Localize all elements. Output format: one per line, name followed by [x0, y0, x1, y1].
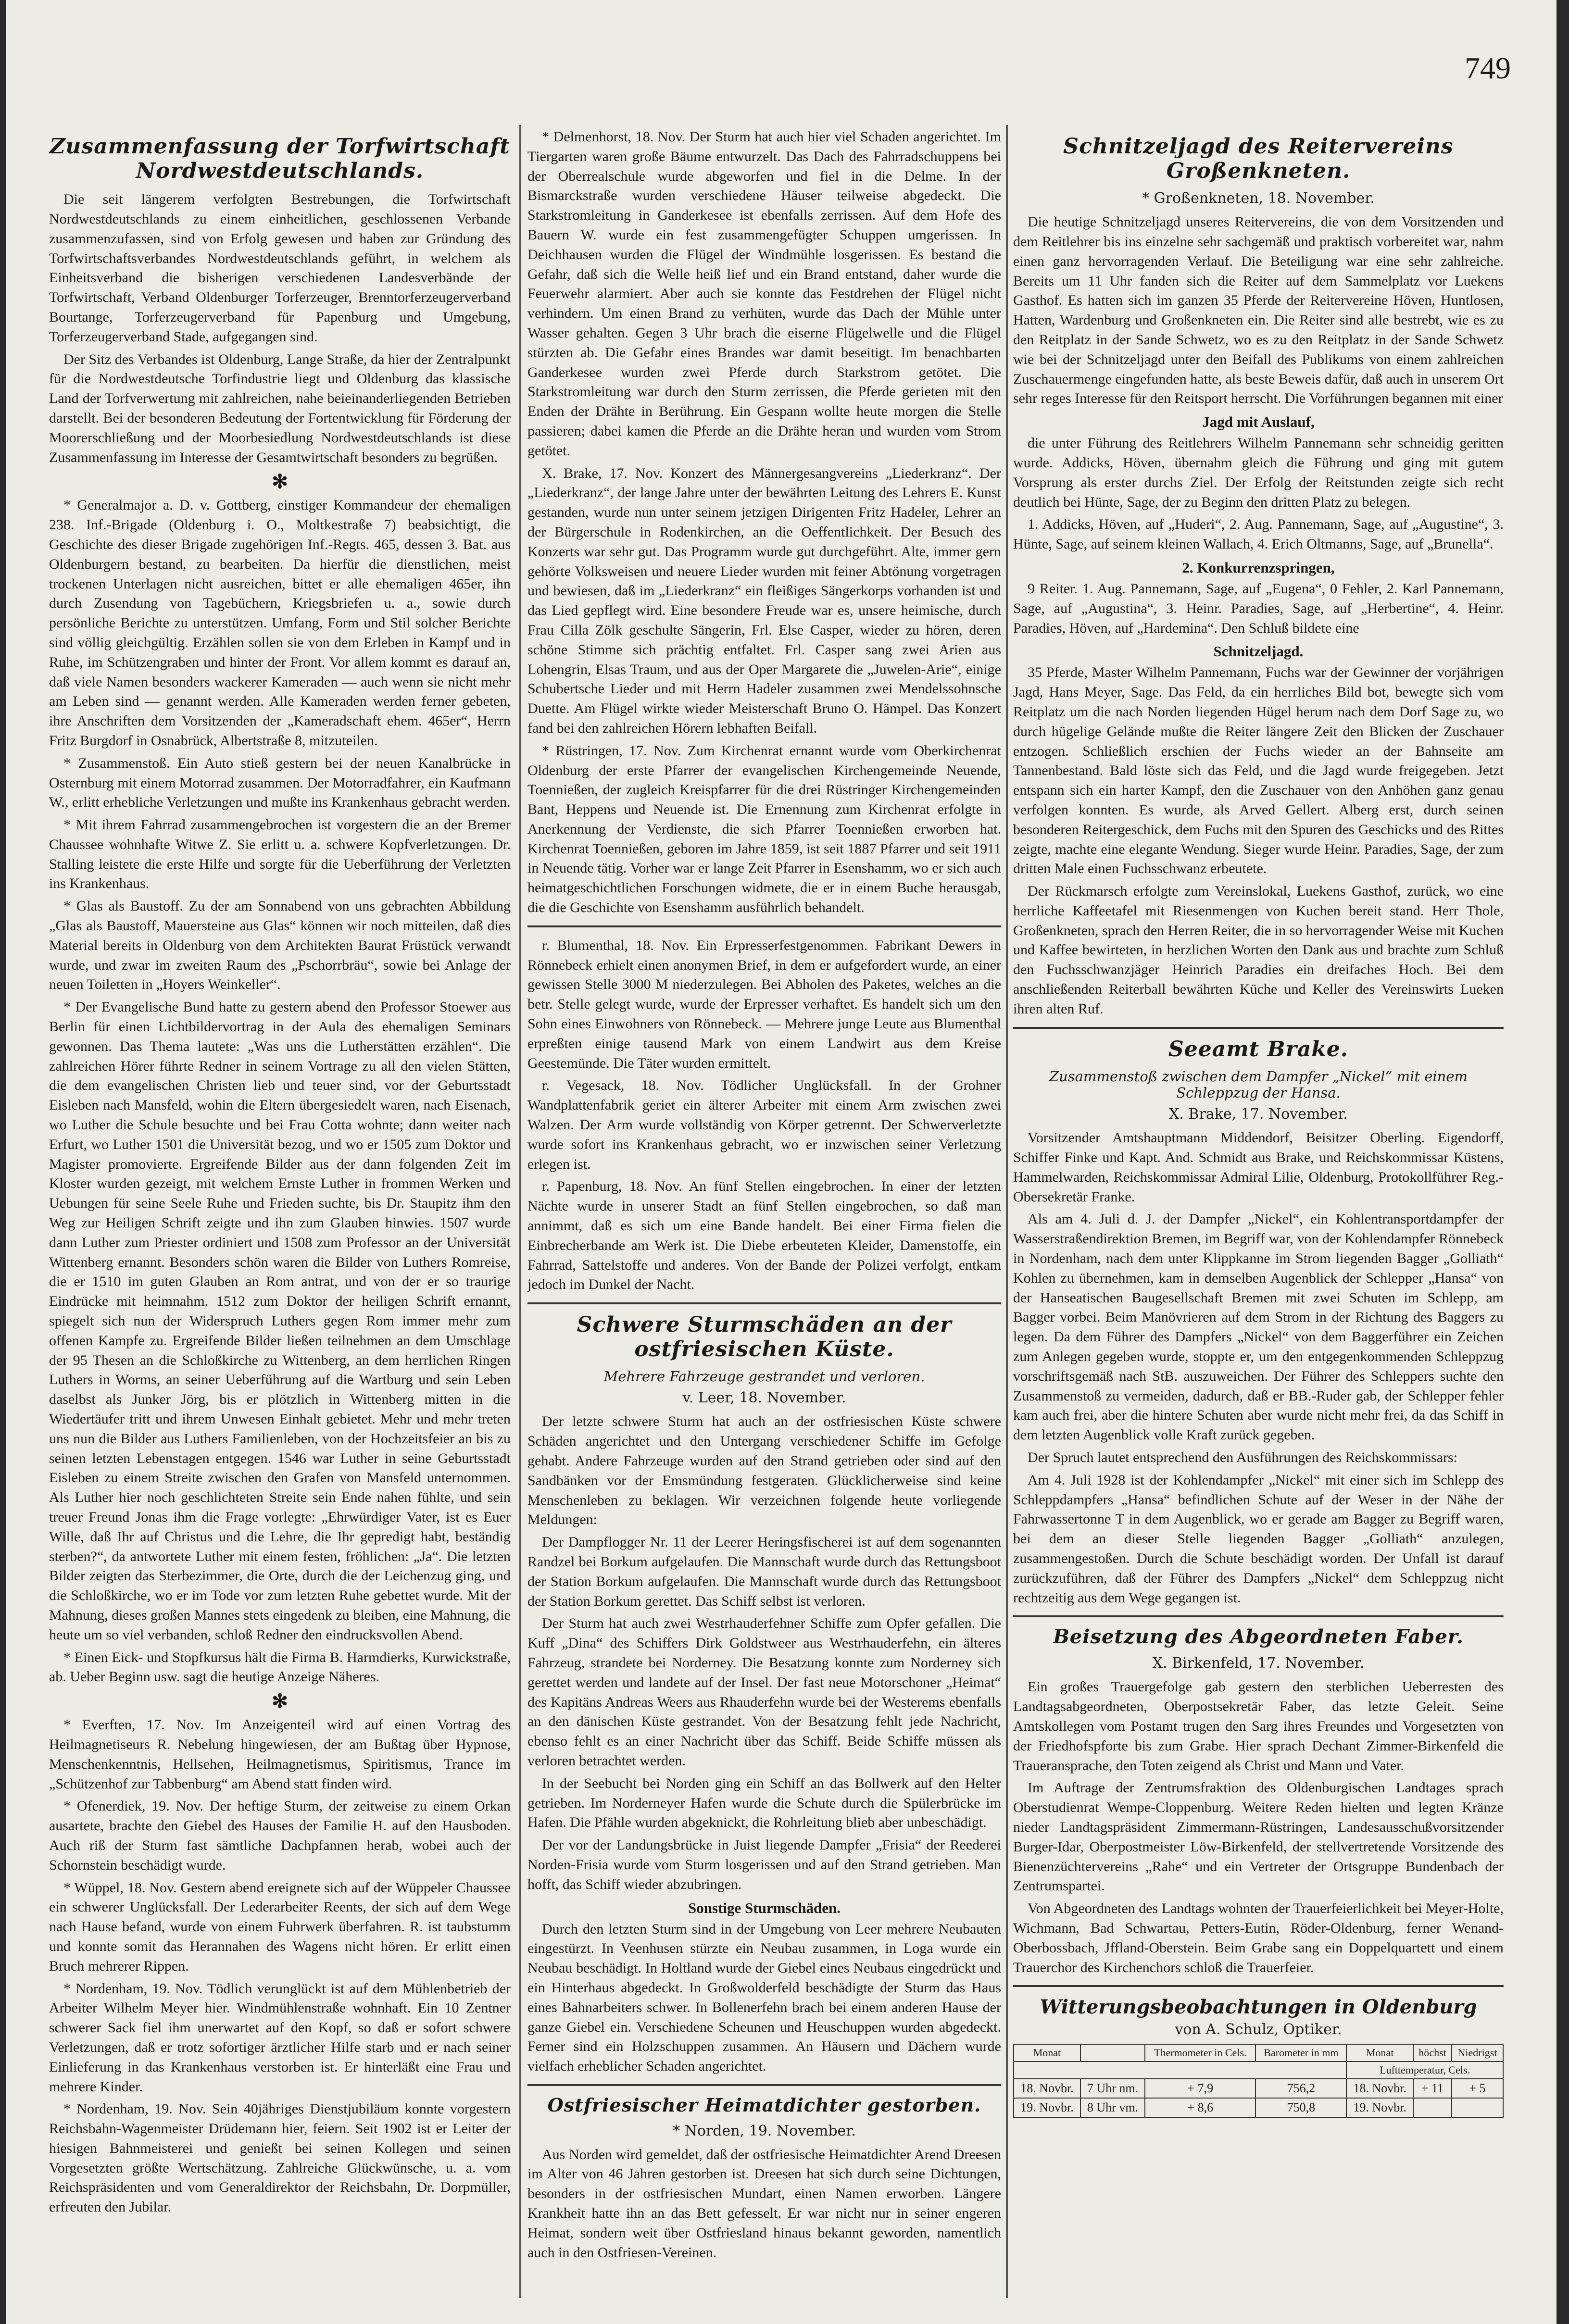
article-paragraph: * Der Evangelische Bund hatte zu gestern abend den Professor Stoewer aus Berlin für einen Lichtbildervortrag in der Aula des ehemaligen Seminars gewonnen. Das Thema lautete: „Was uns die Lutherstätten erzählen“. Die zahlreichen Hörer führte Redner in seinem Vortrage zu all den vielen Stätten, die dem evangelischen Christen lieb und teuer sind, vor der Geburtsstadt Eisleben nach Mansfeld, wohin die Eltern übergesiedelt waren, nach Eisenach, wo Luther die Schule besuchte und bei Frau Cotta wohnte; dann weiter nach Erfurt, wo Luther 1501 die Universität bezog, und wo er 1505 zum Doktor und Magister promovierte. Ergreifende Bilder aus der dann folgenden Zeit im Kloster wurden gezeigt, mit welchem Ernste Luther in frommen Werken und Uebungen für seine Seele Ruhe und Frieden suchte, bis Dr. Staupitz ihm den Weg zur Heiligen Schrift zeigte und ihn zum Glauben hinwies. 1507 wurde dann Luther zum Priester ordiniert und 1508 zum Professor an der Universität Wittenberg ernannt. Besonders schön waren die Bilder von Luthers Romreise, die er 1510 im guten Glauben an Rom antrat, und von der er so traurige Eindrücke mit heimnahm. 1512 zum Doktor der heiligen Schrift ernannt, spiegelt sich nun der Widerspruch Luthers gegen Rom immer mehr zum offenen Kampfe zu. Ergreifende Bilder ließen teilnehmen an dem Umschlage der 95 Thesen an die Schloßkirche zu Wittenberg, an dem herrlichen Ringen Luthers in Worms, an seiner Ueberführung auf die Wartburg und sein Leben daselbst als Junker Jörg, bis er plötzlich in Wittenberg mitten in die Wiedertäufer tritt und ihrem Unwesen Einhalt gebietet. Mehr und mehr treten uns nun die Bilder aus Luthers Familienleben, von der Hochzeitsfeier an bis zu seinen letzten Lebenstagen entgegen. 1546 war Luther in seine Geburtsstadt Eisleben zu einem Streite zwischen den Grafen von Mansfeld unternommen. Als Luther hier noch geschlichteten Streite sein Ende nahen fühlte, und sein treuer Freund Jonas ihm die Frage vorlegte: „Ehrwürdiger Vater, ist es Euer Wille, daß Ihr auf Christus und die Lehre, die Ihr gepredigt habt, beständig sterben?“, da antwortete Luther mit einem festen, fröhlichen: „Ja“. Die letzten Bilder zeigten das Sterbezimmer, die Orte, durch die der Leichenzug ging, und die Schloßkirche, wo er im Tode vor zum letzten Ruhe gebettet wurde. Mit der Mahnung, dieses großen Mannes stets eingedenk zu bleiben, eine Mahnung, die heute um so viel verbanden, schloß Redner den eindrucksvollen Abend. [49, 999, 511, 1643]
article-paragraph: * Mit ihrem Fahrrad zusammengebrochen ist vorgestern die an der Bremer Chaussee wohnhafte Witwe Z. Sie erlitt u. a. schwere Kopfverletzungen. Dr. Stalling leistete die erste Hilfe und sorgte für die Ueberführung der Verletzten ins Krankenhaus. [49, 817, 511, 892]
weather-header-spacer [1014, 2062, 1346, 2079]
article-paragraph: * Generalmajor a. D. v. Gottberg, einstiger Kommandeur der ehemaligen 238. Inf.-Brigade (Oldenburg i. O., Moltkestraße 7) beabsichtigt, die Geschichte des dieser Brigade zugehörigen Inf.-Regts. 465, dessen 3. Bat. aus Oldenburgern bestand, zu bearbeiten. Da hierfür die dienstlichen, meist trockenen Unterlagen nicht ausreichen, bittet er alle ehemaligen 465er, ihn durch Zusendung von Tagebüchern, Kriegsbriefen u. a., sowie durch persönliche Berichte zu unterstützen. Umfang, Form und Stil solcher Berichte sind völlig gleichgültig. Erzählen sollen sie von dem Erleben in Kampf und in Ruhe, im Schützengraben und hinter der Front. Vor allem kommt es darauf an, daß viele Namen besonders wackerer Kameraden — auch wenn sie nicht mehr am Leben sind — genannt werden. Alle Kameraden werden ferner gebeten, ihre Anschriften dem Vorsitzenden der „Kameradschaft ehem. 465er“, Herrn Fritz Burgdorf in Osnabrück, Albertstraße 8, mitzuteilen. [49, 497, 511, 749]
weather-header-cell: Monat [1346, 2044, 1413, 2062]
section-subhead: Schnitzeljagd. [1213, 643, 1304, 660]
table-cell: 19. Novbr. [1014, 2098, 1080, 2117]
article-paragraph: * Ofenerdiek, 19. Nov. Der heftige Sturm, der zeitweise zu einem Orkan ausartete, brachte den Giebel des Hauses der Familie H. auf den Hausboden. Auch riß der Sturm fast sämtliche Dachpfannen herab, wobei auch der Schornstein beschädigt wurde. [49, 1798, 511, 1873]
table-cell: + 8,6 [1145, 2098, 1255, 2117]
article-headline: Ostfriesischer Heimatdichter gestorben. [547, 2094, 981, 2116]
article-headline: Zusammenfassung der Torfwirtschaft Nordwestdeutschlands. [50, 135, 510, 183]
article-paragraph: * Wüppel, 18. Nov. Gestern abend ereignete sich auf der Wüppeler Chaussee ein schwerer Unglücksfall. Der Lederarbeiter Reents, der sich auf dem Wege nach Hause befand, wurde von einem Fuhrwerk überfahren. R. ist taubstumm und konnte somit das Herannahen des Wagens nicht hören. Er erlitt einen Bruch mehrerer Rippen. [49, 1879, 511, 1974]
table-cell: + 5 [1452, 2079, 1503, 2098]
article-paragraph: * Delmenhorst, 18. Nov. Der Sturm hat auch hier viel Schaden angerichtet. Im Tiergarten waren große Bäume entwurzelt. Das Dach des Fahrradschuppens bei der Oberrealschule wurde abgeworfen und fiel in die Delme. In der Bismarckstraße wurden verschiedene Häuser teilweise abgedeckt. Die Starkstromleitung in Ganderkesee ist ebenfalls zerrissen. Auf dem Hofe des Bauern W. wurde ein fest zusammengefügter Schuppen umgerissen. In Deichhausen wurden die Flügel der Windmühle losgerissen. Es bestand die Gefahr, daß sich die Welle heiß lief und ein Brand entstand, daher wurde die Feuerwehr alarmiert. Aber auch sie konnte das Festdrehen der Flügel nicht verhindern. Um einen Brand zu verhüten, wurde das Dach der Mühle unter Wasser gehalten. Gegen 3 Uhr brach die eiserne Flügelwelle und die Flügel stürzten ab. Die Gefahr eines Brandes war damit beseitigt. Im benachbarten Ganderkesee wurden zwei Pferde durch Starkstrom getötet. Die Starkstromleitung war durch den Sturm zerrissen, die Pferde gerieten mit den Enden der Drähte in Berührung. Ein Gespann wollte heute morgen die Stelle passieren; dabei kamen die Pferde an die Drähte heran und wurden vom Strom getötet. [527, 129, 1001, 459]
article-paragraph: r. Blumenthal, 18. Nov. Ein Erpresserfestgenommen. Fabrikant Dewers in Rönnebeck erhielt einen anonymen Brief, in dem er aufgefordert wurde, an einer gewissen Stelle 3000 M niederzulegen. Bei Abholen des Paketes, welches an die betr. Stelle gelegt wurde, wurde der Erpresser verhaftet. Es handelt sich um den Sohn eines Einwohners von Rönnebeck. — Mehrere junge Leute aus Blumenthal erpreßten einige tausend Mark von einem Landwirt aus dem Kreise Geestemünde. Die Täter wurden ermittelt. [527, 937, 1001, 1071]
weather-header-cell [1080, 2044, 1145, 2062]
separator-asterisk: ✻ [272, 1690, 288, 1713]
article-dateline: X. Birkenfeld, 17. November. [1152, 1655, 1365, 1672]
article-paragraph: * Glas als Baustoff. Zu der am Sonnabend von uns gebrachten Abbildung „Glas als Baustoff, Mauersteine aus Glas“ können wir noch mitteilen, daß dies Material bereits in Oldenburg von dem Architekten Baurat Früstück verwandt wurde, und zwar im zweiten Raum des „Pschorrbräu“, sowie bei Anlage der neuen Toiletten in „Hoyers Weinkeller“. [49, 898, 511, 993]
article-paragraph: * Nordenham, 19. Nov. Sein 40jähriges Dienstjubiläum konnte vorgestern Reichsbahn-Wagenmeister Drüdemann hier, feiern. Seit 1902 ist er Leiter der hiesigen Bahnmeisterei und genießt bei seinen Kollegen und seinen Vorgesetzten größte Wertschätzung. Zahlreiche Glückwünsche, u. a. vom Reichspräsidenten und vom Generaldirektor der Reichsbahn, Dr. Dorpmüller, erfreuten den Jubilar. [49, 2101, 511, 2215]
article-paragraph: 9 Reiter. 1. Aug. Pannemann, Sage, auf „Eugena“, 0 Fehler, 2. Karl Pannemann, Sage, auf „Augustina“, 3. Heinr. Paradies, Sage, auf „Herbertine“, 4. Heinr. Paradies, Höven, auf „Hardemina“. Den Schluß bildete eine [1013, 580, 1504, 636]
weather-header-cell: höchst [1413, 2044, 1452, 2062]
weather-header-cell: Monat [1014, 2044, 1080, 2062]
section-rule [1013, 1985, 1504, 1987]
table-cell: 18. Novbr. [1014, 2079, 1080, 2098]
weather-header-cell: Niedrigst [1452, 2044, 1503, 2062]
weather-table [1013, 2044, 1504, 2118]
table-cell: 7 Uhr nm. [1080, 2079, 1145, 2098]
article-paragraph: X. Brake, 17. Nov. Konzert des Männergesangvereins „Liederkranz“. Der „Liederkranz“, der lange Jahre unter der bewährten Leitung des Lehrers E. Kunst gestanden, wurde nun unter seinem jetzigen Dirigenten Fritz Hadeler, Lehrer an der Bürgerschule in Rodenkirchen, an die Oeffentlichkeit. Der Besuch des Konzerts war sehr gut. Das Programm wurde gut durchgeführt. Alte, immer gern gehörte Volksweisen und neuere Lieder wurden mit feiner Abtönung vorgetragen und bewiesen, daß im „Liederkranz“ ein fleißiges Sängerkorps vorhanden ist und das Lied gepflegt wird. Eine besondere Freude war es, unsere heimische, durch Frau Cilla Zölk geschulte Sängerin, Frl. Else Casper, wieder zu hören, deren schöne Stimme sich prächtig entfaltet. Frl. Casper sang zwei Arien aus Lohengrin, Elsas Traum, und aus der Oper Margarete die „Juwelen-Arie“, einige Schubertsche Lieder und mit Herrn Hadeler zusammen zwei Mendelssohnsche Duette. Am Flügel wirkte wieder Meisterschaft Bruno O. Hämpel. Das Konzert fand bei den zahlreichen Hörern lebhaften Beifall. [527, 465, 1001, 736]
article-paragraph: Der Sturm hat auch zwei Westrhauderfehner Schiffe zum Opfer gefallen. Die Kuff „Dina“ des Schiffers Dirk Goldstweer aus Westrhauderfehn, ein älteres Fahrzeug, strandete bei Norderney. Die Besatzung konnte zum Norderney sich gerettet werden und landete auf der Insel. Der fast neue Motorschoner „Heimat“ des Kapitäns Andreas Weers aus Rhauderfehn wurde bei der Westerems ebenfalls an den dänischen Küste gestrandet. Von der Besatzung fehlt jede Nachricht, ebenso fehlt es an einer Nachricht über das Schiff. Beide Schiffe müssen als verloren betrachtet werden. [527, 1615, 1001, 1769]
article-headline: Seeamt Brake. [1168, 1037, 1349, 1062]
article-paragraph: Von Abgeordneten des Landtags wohnten der Trauerfeierlichkeit bei Meyer-Holte, Wichmann, Bad Schwartau, Petters-Eutin, Röder-Oldenburg, ferner Wenand-Oberbossbach, Jffland-Oberstein. Beim Grabe sang ein Doppelquartett und einem Trauerchor des Kirchenchors schloß die Trauerfeier. [1013, 1900, 1504, 1975]
article-paragraph: Ein großes Trauergefolge gab gestern den sterblichen Ueberresten des Landtagsabgeordneten, Oberpostsekretär Faber, das letzte Geleit. Seine Amtskollegen vom Postamt trugen den Sarg ihres Freundes und Vorgesetzten von der Friedhofspforte bis zum Grabe. Hier sprach Dechant Zimmer-Birkenfeld die Traueransprache, den Toten zeigend als Christ und Mann und Vater. [1013, 1679, 1504, 1774]
weather-header-row [1014, 2044, 1503, 2062]
article-paragraph: Im Auftrage der Zentrumsfraktion des Oldenburgischen Landtages sprach Oberstudienrat Wempe-Cloppenburg. Weitere Reden hielten und legten Kränze nieder Landtagspräsident Zimmermann-Rüstringen, Landesausschußvorsitzender Burger-Idar, Oberpostmeister Löw-Birkenfeld, der stellvertretende Vorsitzende des Bienenzüchtervereins „Rahe“ und ein Vertreter der Ortsgruppe Bundenbach der Zentrumspartei. [1013, 1780, 1504, 1894]
article-subheadline: Zusammenstoß zwischen dem Dampfer „Nickel“ mit einem Schleppzug der Hansa. [1049, 1068, 1468, 1101]
section-rule [527, 1302, 1001, 1304]
article-paragraph: r. Papenburg, 18. Nov. An fünf Stellen eingebrochen. In einer der letzten Nächte wurde in unserer Stadt an fünf Stellen eingebrochen, so daß man annimmt, daß es sich um eine Bande handelt. Bei einer Firma fielen die Einbrecherbande am Werk ist. Die Diebe erbeuteten Kleider, Damenstoffe, ein Fahrrad, Sattelstoffe und anderes. Von der Bande der Polizei verfolgt, entkam jedoch im Dunkel der Nacht. [527, 1178, 1001, 1293]
article-paragraph: Der Rückmarsch erfolgte zum Vereinslokal, Luekens Gasthof, zurück, wo eine herrliche Kaffeetafel mit Riesenmengen von Kuchen bereit stand. Herr Thole, Großenkneten, sprach den Herren Reiter, die in so hervorragender Weise mit Kuchen und Kaffee bewirteten, in herzlichen Worten den Dank aus und brachte zum Schluß den Fuchsschwanzjäger Heinrich Paradies ein dreifaches Hoch. Bei dem anschließenden Reiterball bewährten Küche und Keller des Vereinswirts Lueken ihren alten Ruf. [1013, 883, 1504, 1017]
article-paragraph: Der Dampflogger Nr. 11 der Leerer Heringsfischerei ist auf dem sogenannten Randzel bei Borkum aufgelaufen. Die Mannschaft wurde durch das Rettungsboot der Station Borkum aufgelaufen. Die Mannschaft wurde durch das Rettungsboot der Station Borkum gerettet. Das Schiff selbst ist verloren. [527, 1534, 1001, 1609]
column-divider [1006, 125, 1008, 2298]
table-cell [1452, 2098, 1503, 2117]
table-cell: + 7,9 [1145, 2079, 1255, 2098]
section-subhead: Sonstige Sturmschäden. [688, 1899, 841, 1916]
column-3 [1013, 135, 1504, 2308]
article-paragraph: Die seit längerem verfolgten Bestrebungen, die Torfwirtschaft Nordwestdeutschlands zu einem einheitlichen, geschlossenen Verbande zusammenzufassen, sind von Erfolg gewesen und haben zur Gründung des Torfwirtschaftsverbandes Nordwestdeutschlands geführt, in welchem als Einheitsverband die bisherigen verschiedenen Landesverbände der Torfwirtschaft, Verband Oldenburger Torferzeuger, Brenntorferzeugerverband Bourtange, Torferzeugerverband für Papenburg und Umgebung, Torferzeugerverband Stade, aufgegangen sind. [49, 191, 511, 345]
weather-box-title: Witterungsbeobachtungen in Oldenburg [1040, 1996, 1477, 2019]
section-rule [527, 925, 1001, 927]
article-paragraph: * Everften, 17. Nov. Im Anzeigenteil wird auf einen Vortrag des Heilmagnetiseurs R. Nebelung hingewiesen, der am Bußtag über Hypnose, Menschenkenntnis, Hellsehen, Heilmagnetismus, Spiritismus, Trance im „Schützenhof zur Tabbenburg“ am Abend statt finden wird. [49, 1717, 511, 1792]
table-cell: 756,2 [1255, 2079, 1346, 2098]
article-headline: Schnitzeljagd des Reitervereins Großenkneten. [1063, 135, 1454, 183]
article-headline: Schwere Sturmschäden an der ostfriesischen Küste. [577, 1312, 952, 1362]
article-paragraph: die unter Führung des Reitlehrers Wilhelm Pannemann sehr schneidig geritten wurde. Addicks, Höven, übernahm gleich die Führung und ging mit gutem Vorsprung als erster durchs Ziel. Der Erfolg der Reitstunden zeigte sich recht deutlich bei Hünte, Sage, der zu Beginn den dritten Platz zu belegen. [1013, 435, 1504, 510]
article-paragraph: r. Vegesack, 18. Nov. Tödlicher Unglücksfall. In der Grohner Wandplattenfabrik geriet ein älterer Arbeiter mit einem Arm zwischen zwei Walzen. Der Arm wurde vollständig von Körper getrennt. Der Schwerverletzte wurde sofort ins Krankenhaus gebracht, wo er inzwischen seiner Verletzung erlegen ist. [527, 1077, 1001, 1172]
newspaper-page [6, 0, 1556, 2324]
article-subheadline: Mehrere Fahrzeuge gestrandet und verloren. [603, 1368, 925, 1385]
article-paragraph: 1. Addicks, Höven, auf „Huderi“, 2. Aug. Pannemann, Sage, auf „Augustine“, 3. Hünte, Sage, auf seinem kleinen Wallach, 4. Erich Oltmanns, Sage, auf „Brunella“. [1013, 516, 1504, 552]
weather-header-row [1014, 2062, 1503, 2079]
article-paragraph: Vorsitzender Amtshauptmann Middendorf, Beisitzer Oberling. Eigendorff, Schiffer Finke und Kapt. And. Schmidt aus Brake, und Reichskommissar Küstens, Hammelwarden, Reichskommissar Admiral Lilie, Oldenburg, Protokollführer Reg.-Obersekretär Franke. [1013, 1130, 1504, 1205]
table-cell [1413, 2098, 1452, 2117]
column-divider [519, 125, 521, 2298]
article-paragraph: * Einen Eick- und Stopfkursus hält die Firma B. Harmdierks, Kurwickstraße, ab. Ueber Beginn usw. sagt die heutige Anzeige Näheres. [49, 1649, 511, 1685]
separator-asterisk: ✻ [272, 470, 288, 493]
article-dateline: * Norden, 19. November. [673, 2122, 856, 2139]
table-cell: 19. Novbr. [1346, 2098, 1413, 2117]
column-1 [49, 135, 511, 2308]
section-rule [527, 2084, 1001, 2086]
section-rule [1013, 1615, 1504, 1617]
article-paragraph: * Nordenham, 19. Nov. Tödlich verunglückt ist auf dem Mühlenbetrieb der Arbeiter Wilhelm Meyer hier. Windmühlenstraße wohnhaft. Ein 10 Zentner schwerer Sack fiel ihm unerwartet auf den Kopf, so daß er sofort schwere Verletzungen, daß er trotz sofortiger ärztlicher Hilfe starb und er nach seiner Einlieferung in das Krankenhaus verstorben ist. Er hinterläßt eine Frau und mehrere Kinder. [49, 1980, 511, 2095]
article-paragraph: 35 Pferde, Master Wilhelm Pannemann, Fuchs war der Gewinner der vorjährigen Jagd, Hans Meyer, Sage. Das Feld, da ein herrliches Bild bot, bewegte sich vom Reitplatz um die nach Norden liegenden Hügel herum nach dem Dorf Sage zu, wo durch hügelige Gelände mußte die Reiter längere Zeit den Blicken der Zuschauer entzogen. Schließlich erschien der Fuchs wieder an der Bahnseite am Tannenbestand. Bald löste sich das Feld, und die Jagd wurde freigegeben. Jetzt entspann sich ein harter Kampf, den die Zuschauer von den Anhöhen ganz genau verfolgen konnten. Es wurde, als Arved Gellert. Alberg erst, durch seinen besonderen Reitergeschick, dem Fuchs mit den Spuren des Geschicks und des Rittes zeigte, machte eine elegante Wendung. Sieger wurde Heinr. Paradies, Sage, der zum dritten Male einen Fuchsschwanz erbeutete. [1013, 664, 1504, 877]
weather-header-cell: Lufttemperatur, Cels. [1346, 2062, 1503, 2079]
section-subhead: 2. Konkurrenzspringen, [1182, 559, 1335, 576]
article-headline: Beisetzung des Abgeordneten Faber. [1053, 1625, 1464, 1649]
weather-box-credit: von A. Schulz, Optiker. [1175, 2021, 1342, 2038]
section-rule [1013, 1027, 1504, 1029]
page-number: 749 [1465, 51, 1511, 85]
article-paragraph: Der vor der Landungsbrücke in Juist liegende Dampfer „Frisia“ der Reederei Norden-Frisia wurde vom Sturm losgerissen und auf den Strand getrieben. Man hofft, das Schiff wieder abzubringen. [527, 1837, 1001, 1892]
article-paragraph: * Zusammenstoß. Ein Auto stieß gestern bei der neuen Kanalbrücke in Osternburg mit einem Motorrad zusammen. Der Motorradfahrer, ein Kaufmann W., erlitt erhebliche Verletzungen und mußte ins Krankenhaus gebracht werden. [49, 755, 511, 811]
article-dateline: v. Leer, 18. November. [682, 1389, 846, 1407]
table-cell: 750,8 [1255, 2098, 1346, 2117]
weather-header-cell: Barometer in mm [1255, 2044, 1346, 2062]
article-paragraph: * Rüstringen, 17. Nov. Zum Kirchenrat ernannt wurde vom Oberkirchenrat Oldenburg der erste Pfarrer der evangelischen Kirchengemeinde Neuende, Toennießen, der zugleich Kreispfarrer für die drei Rüstringer Kirchengemeinden Bant, Heppens und Neuende ist. Die Ernennung zum Kirchenrat erfolgte in Anerkennung der Verdienste, die sich Pfarrer Toennießen erworben hat. Kirchenrat Toennießen, geboren im Jahre 1859, ist seit 1887 Pfarrer und seit 1911 in Neuende tätig. Vorher war er lange Zeit Pfarrer in Esenshamm, wo er sich auch heimatgeschichtlichen Forschungen widmete, die er in einem Buche herausgab, die die Geschichte von Esenshamm ausführlich behandelt. [527, 742, 1001, 916]
table-row [1014, 2098, 1503, 2117]
article-paragraph: Als am 4. Juli d. J. der Dampfer „Nickel“, ein Kohlentransportdampfer der Wasserstraßendirektion Bremen, im Begriff war, von der Kohlendampfer Rönnebeck in Nordenham, nach dem unter Klippkanne im Strom liegenden Bagger „Golliath“ Kohlen zu übernehmen, kam in demselben Augenblick der Schlepper „Hansa“ von der Hanseatischen Baugesellschaft Bremen mit zwei Schuten im Schlepp, am Bagger vorbei. Beim Manövrieren auf dem Strom in der Richtung des Baggers zu legen. Da dem Führer des Dampfers „Nickel“ von dem Baggerführer ein Zeichen zum Anlegen gegeben wurde, stoppte er, um den entgegenkommenden Schleppzug vorschriftsgemäß nach StB. auszuweichen. Der Führer des Schleppers suchte den Zusammenstoß zu vermeiden, dadurch, daß er BB.-Ruder gab, der Schlepper fehler kam auch frei, aber die hintere Schuten aber wurde nicht mehr frei, da das Schiff in dem letzten Augenblick volle Kraft zurück gegeben. [1013, 1211, 1504, 1443]
article-paragraph: Die heutige Schnitzeljagd unseres Reitervereins, die von dem Vorsitzenden und dem Reitlehrer bis ins einzelne sehr sachgemäß und praktisch vorbereitet war, nahm einen ganz hervorragenden Verlauf. Die Beteiligung war eine sehr zahlreiche. Bereits um 11 Uhr fanden sich die Reiter auf dem Sammelplatz vor Luekens Gasthof. Es hatten sich im ganzen 35 Pferde der Reitervereine Höven, Huntlosen, Hatten, Wardenburg und Großenkneten ein. Die Reiter sind alle bestrebt, wie es zu den Reitplatz in der Sande Schwetz, wo es zu den Reitplatz in der Sande Schwetz wie bei der Schnitzeljagd unter den Beifall des Publikums von einem zahlreichen Zuschauermenge eingefunden hatte, als beste Beweis dafür, daß auch in unserem Ort sehr reges Interesse für den Reitsport herrscht. Die Vorführungen begannen mit einer [1013, 214, 1504, 407]
article-paragraph: In der Seebucht bei Norden ging ein Schiff an das Bollwerk auf den Helter getrieben. Im Norderneyer Hafen wurde die Schute durch die Spülerbrücke im Hafen. Die Pfähle wurden abgeknickt, die Rohrleitung blieb aber unbeschädigt. [527, 1775, 1001, 1831]
table-cell: 8 Uhr vm. [1080, 2098, 1145, 2117]
table-cell: 18. Novbr. [1346, 2079, 1413, 2098]
article-paragraph: Der letzte schwere Sturm hat auch an der ostfriesischen Küste schwere Schäden angerichtet und den Untergang verschiedener Schiffe im Gefolge gehabt. Andere Fahrzeuge wurden auf den Strand getrieben oder sind auf den Sandbänken vor der Emsmündung festgeraten. Glücklicherweise sind keine Menschenleben zu beklagen. Wir verzeichnen folgende heute vorliegende Meldungen: [527, 1413, 1001, 1528]
section-subhead: Jagd mit Auslauf, [1202, 413, 1315, 431]
article-paragraph: Der Sitz des Verbandes ist Oldenburg, Lange Straße, da hier der Zentralpunkt für die Nordwestdeutsche Torfindustrie liegt und Oldenburg das klassische Land der Torfverwertung mit zahlreichen, nahe beieinanderliegenden Betrieben darstellt. Bei der besonderen Bedeutung der Fortentwicklung für Förderung der Moorerschließung und der Moorbesiedlung Nordwestdeutschlands ist diese Zusammenfassung im Interesse der Gesamtwirtschaft besonders zu begrüßen. [49, 351, 511, 465]
table-row [1014, 2079, 1503, 2098]
column-2 [527, 127, 1001, 2308]
weather-header-cell: Thermometer in Cels. [1145, 2044, 1255, 2062]
article-dateline: X. Brake, 17. November. [1169, 1106, 1348, 1123]
article-paragraph: Am 4. Juli 1928 ist der Kohlendampfer „Nickel“ mit einer sich im Schlepp des Schleppdampfers „Hansa“ befindlichen Schute auf der Weser in der Nähe der Fahrwassertonne T in dem Augenblick, wo er gerade am Bagger zu Begriff waren, bei dem an dieser Stelle liegenden Bagger „Golliath“ anzulegen, zusammengestoßen. Durch die Schute beschädigt worden. Der Unfall ist darauf zurückzuführen, daß der Führer des Dampfers „Nickel“ dem Schleppzug nicht rechtzeitig aus dem Wege gegangen ist. [1013, 1472, 1504, 1606]
article-paragraph: Aus Norden wird gemeldet, daß der ostfriesische Heimatdichter Arend Dreesen im Alter von 46 Jahren gestorben ist. Dreesen hat sich durch seine Dichtungen, besonders in der ostfriesischen Mundart, einen Namen erworben. Längere Krankheit hatte ihn an das Bett gefesselt. Er war nicht nur in seiner engeren Heimat, sondern weit über Ostfriesland hinaus bekannt geworden, namentlich auch in den Ostfriesen-Vereinen. [527, 2146, 1001, 2261]
article-paragraph: Durch den letzten Sturm sind in der Umgebung von Leer mehrere Neubauten eingestürzt. In Veenhusen stürzte ein Neubau zusammen, in Loga wurde ein Neubau beschädigt. In Holtland wurde der Giebel eines Neubaus eingedrückt und ein Hinterhaus abgedeckt. In Großwolderfeld beschädigte der Sturm das Haus eines Bahnarbeiters schwer. In Bollenerfehn brach bei einem anderen Hause der ganze Giebel ein. Verschiedene Scheunen und Heuschuppen wurden abgedeckt. Ferner sind ein Holzschuppen zusammen. An Häusern und Dächern wurde vielfach erheblicher Schaden angerichtet. [527, 1921, 1001, 2074]
article-paragraph: Der Spruch lautet entsprechend den Ausführungen des Reichskommissars: [1028, 1449, 1457, 1466]
table-cell: + 11 [1413, 2079, 1452, 2098]
article-dateline: * Großenkneten, 18. November. [1142, 190, 1375, 207]
